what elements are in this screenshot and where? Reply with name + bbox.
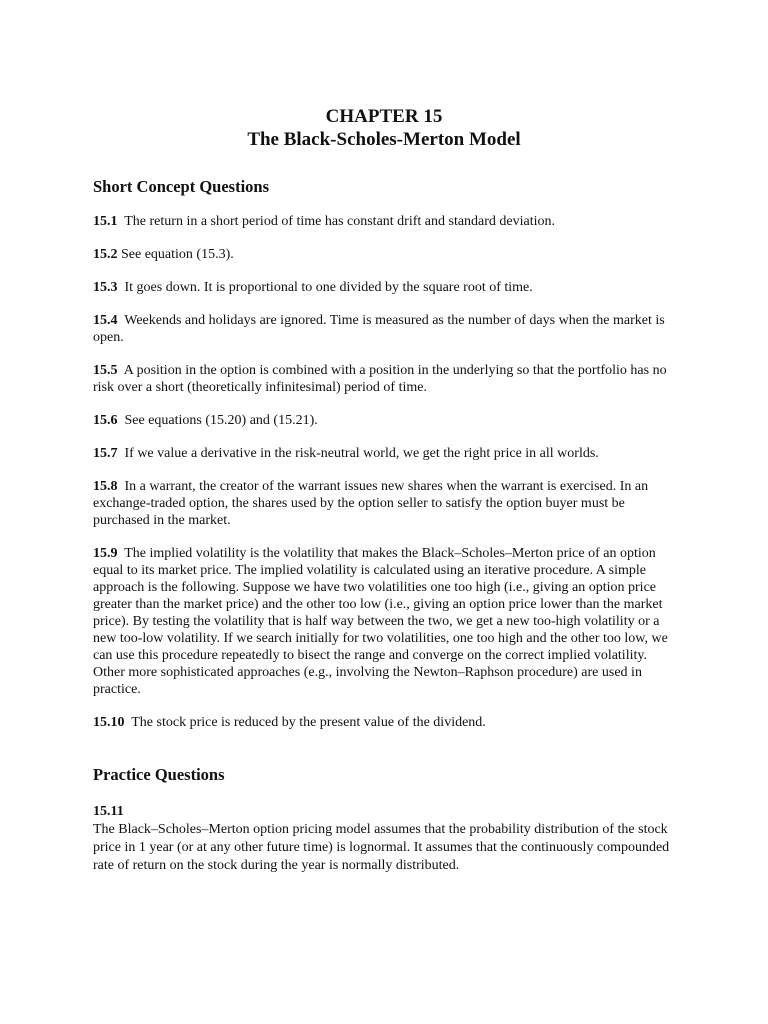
answer-number: 15.6 [93,413,118,428]
answer-15-8 [93,478,675,529]
answer-text: It goes down. It is proportional to one divided by the square root of time. [124,280,533,295]
answer-number: 15.10 [93,715,125,730]
short-concept-heading: Short Concept Questions [93,177,270,196]
answer-number: 15.4 [93,313,118,328]
answer-15-11 [93,803,675,874]
answer-number: 15.7 [93,446,118,461]
answer-number: 15.1 [93,214,118,229]
answer-text: The return in a short period of time has constant drift and standard deviation. [124,214,556,229]
answer-number: 15.9 [93,546,118,561]
answer-text: The Black–Scholes–Merton option pricing model assumes that the probability distribution of the stock price in 1 year (or at any other future time) is lognormal. It assumes that the continuously compounded rate of return on the stock during the year is normally distributed. [93,822,670,873]
answer-text: See equations (15.20) and (15.21). [124,413,318,428]
answer-15-3 [93,279,675,296]
answer-text: Weekends and holidays are ignored. Time is measured as the number of days when the market is open. [93,313,665,345]
answer-15-2 [93,246,675,263]
answer-number: 15.3 [93,280,118,295]
document-page [93,105,675,874]
answer-text: The implied volatility is the volatility that makes the Black–Scholes–Merton price of an option equal to its market price. The implied volatility is calculated using an iterative procedure. A simple approach is the following. Suppose we have two volatilities one too high (i.e., giving an option price greater than the market price) and the other too low (i.e., giving an option price lower than the market price). By testing the volatility that is half way between the two, we get a new too-high volatility or a new too-low volatility. If we search initially for two volatilities, one too high and the other too low, we can use this procedure repeatedly to bisect the range and converge on the correct implied volatility. Other more sophisticated approaches (e.g., involving the Newton–Raphson procedure) are used in practice. [93,546,668,697]
answer-text: In a warrant, the creator of the warrant issues new shares when the warrant is exercised. In an exchange-traded option, the shares used by the option seller to satisfy the option buyer must be purchased in the market. [93,479,649,528]
answer-15-9 [93,545,675,698]
answer-text: A position in the option is combined with a position in the underlying so that the portfolio has no risk over a short (theoretically infinitesimal) period of time. [93,363,667,395]
chapter-title: The Black-Scholes-Merton Model [247,129,521,150]
answer-number: 15.5 [93,363,118,378]
answer-15-10 [93,714,675,731]
answer-text: If we value a derivative in the risk-neutral world, we get the right price in all worlds. [124,446,599,461]
answer-15-5 [93,362,675,396]
answer-15-6 [93,412,675,429]
chapter-number: CHAPTER 15 [325,106,443,127]
answer-15-7 [93,445,675,462]
answer-number: 15.8 [93,479,118,494]
answer-15-4 [93,312,675,346]
answer-15-1 [93,213,675,230]
answer-number: 15.11 [93,804,124,819]
answer-text: The stock price is reduced by the present value of the dividend. [131,715,486,730]
practice-heading: Practice Questions [93,765,225,784]
answer-number: 15.2 [93,247,118,262]
answer-text: See equation (15.3). [121,247,234,262]
